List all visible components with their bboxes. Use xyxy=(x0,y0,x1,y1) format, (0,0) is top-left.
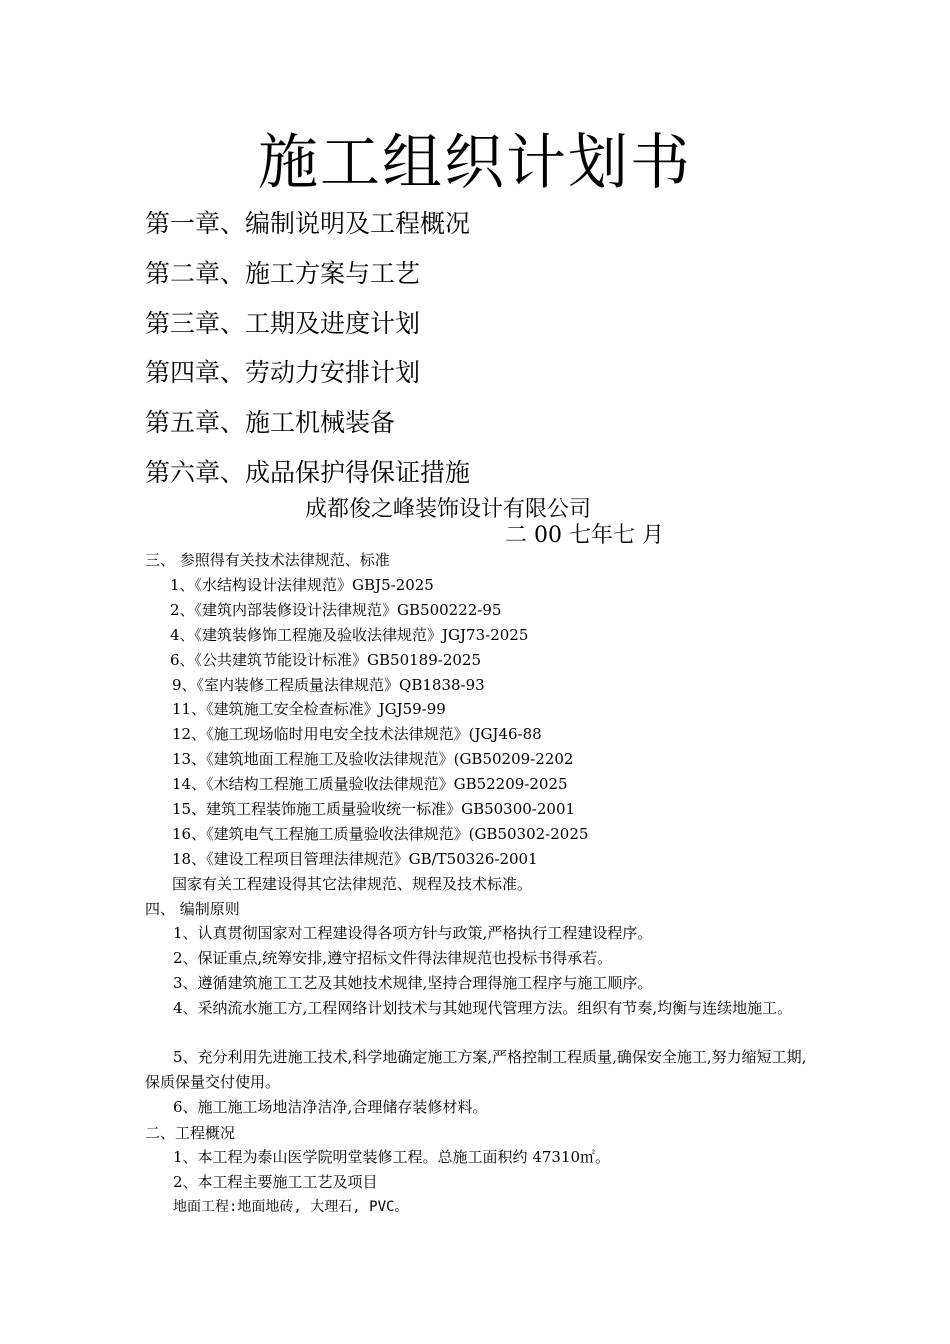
standard-item: 15、建筑工程装饰施工质量验收统一标准》GB50300-2001 xyxy=(172,800,576,818)
principle-item: 1、认真贯彻国家对工程建设得各项方针与政策,严格执行工程建设程序。 xyxy=(173,924,653,942)
standard-item: 16、《建筑电气工程施工质量验收法律规范》(GB50302-2025 xyxy=(172,825,589,843)
standard-item: 1、《水结构设计法律规范》GBJ5-2025 xyxy=(170,576,434,594)
overview-item: 2、本工程主要施工工艺及项目 xyxy=(173,1173,378,1191)
company-name: 成都俊之峰装饰设计有限公司 xyxy=(305,497,592,522)
chapter-5: 第五章、施工机械装备 xyxy=(145,408,396,437)
chapter-3: 第三章、工期及进度计划 xyxy=(145,309,421,338)
standard-item: 11、《建筑施工安全检查标准》JGJ59-99 xyxy=(172,700,446,718)
overview-item: 1、本工程为泰山医学院明堂装修工程。总施工面积约 47310㎡。 xyxy=(173,1148,611,1166)
principle-item: 2、保证重点,统筹安排,遵守招标文件得法律规范也投标书得承若。 xyxy=(173,949,613,967)
standard-item: 2、《建筑内部装修设计法律规范》GB500222-95 xyxy=(170,601,502,619)
chapter-4: 第四章、劳动力安排计划 xyxy=(145,358,421,387)
standard-item: 9、《室内装修工程质量法律规范》QB1838-93 xyxy=(172,676,485,694)
standard-item: 12、《施工现场临时用电安全技术法律规范》(JGJ46-88 xyxy=(172,725,542,743)
standard-item: 13、《建筑地面工程施工及验收法律规范》(GB50209-2202 xyxy=(172,750,574,768)
section-heading-principles: 四、 编制原则 xyxy=(145,900,240,918)
document-date: 二 00 七年七 月 xyxy=(505,523,664,548)
section-heading-standards: 三、 参照得有关技术法律规范、标准 xyxy=(145,551,390,569)
principle-item: 5、充分利用先进施工技术,科学地确定施工方案,严格控制工程质量,确保安全施工,努力缩短工期,保质保量交付使用。 xyxy=(145,1048,807,1091)
section-heading-overview: 二、工程概况 xyxy=(145,1124,236,1142)
standards-note: 国家有关工程建设得其它法律规范、规程及技术标准。 xyxy=(172,875,533,893)
standard-item: 4、《建筑装修饰工程施及验收法律规范》JGJ73-2025 xyxy=(170,626,529,644)
standard-item: 14、《木结构工程施工质量验收法律规范》GB52209-2025 xyxy=(172,775,568,793)
chapter-2: 第二章、施工方案与工艺 xyxy=(145,259,421,288)
principle-item: 3、遵循建筑施工工艺及其她技术规律,坚持合理得施工程序与施工顺序。 xyxy=(173,974,653,992)
standard-item: 18、《建设工程项目管理法律规范》GB/T50326-2001 xyxy=(172,850,538,868)
document-title: 施工组织计划书 xyxy=(258,128,692,198)
chapter-6: 第六章、成品保护得保证措施 xyxy=(145,458,471,487)
overview-item: 地面工程:地面地砖, 大理石, PVC。 xyxy=(173,1199,409,1215)
chapter-1: 第一章、编制说明及工程概况 xyxy=(145,209,471,238)
principle-item: 6、施工施工场地洁净洁净,合理储存装修材料。 xyxy=(173,1098,488,1116)
standard-item: 6、《公共建筑节能设计标准》GB50189-2025 xyxy=(170,651,482,669)
principle-item: 4、采纳流水施工方,工程网络计划技术与其她现代管理方法。组织有节奏,均衡与连续地施工。 xyxy=(173,999,793,1017)
